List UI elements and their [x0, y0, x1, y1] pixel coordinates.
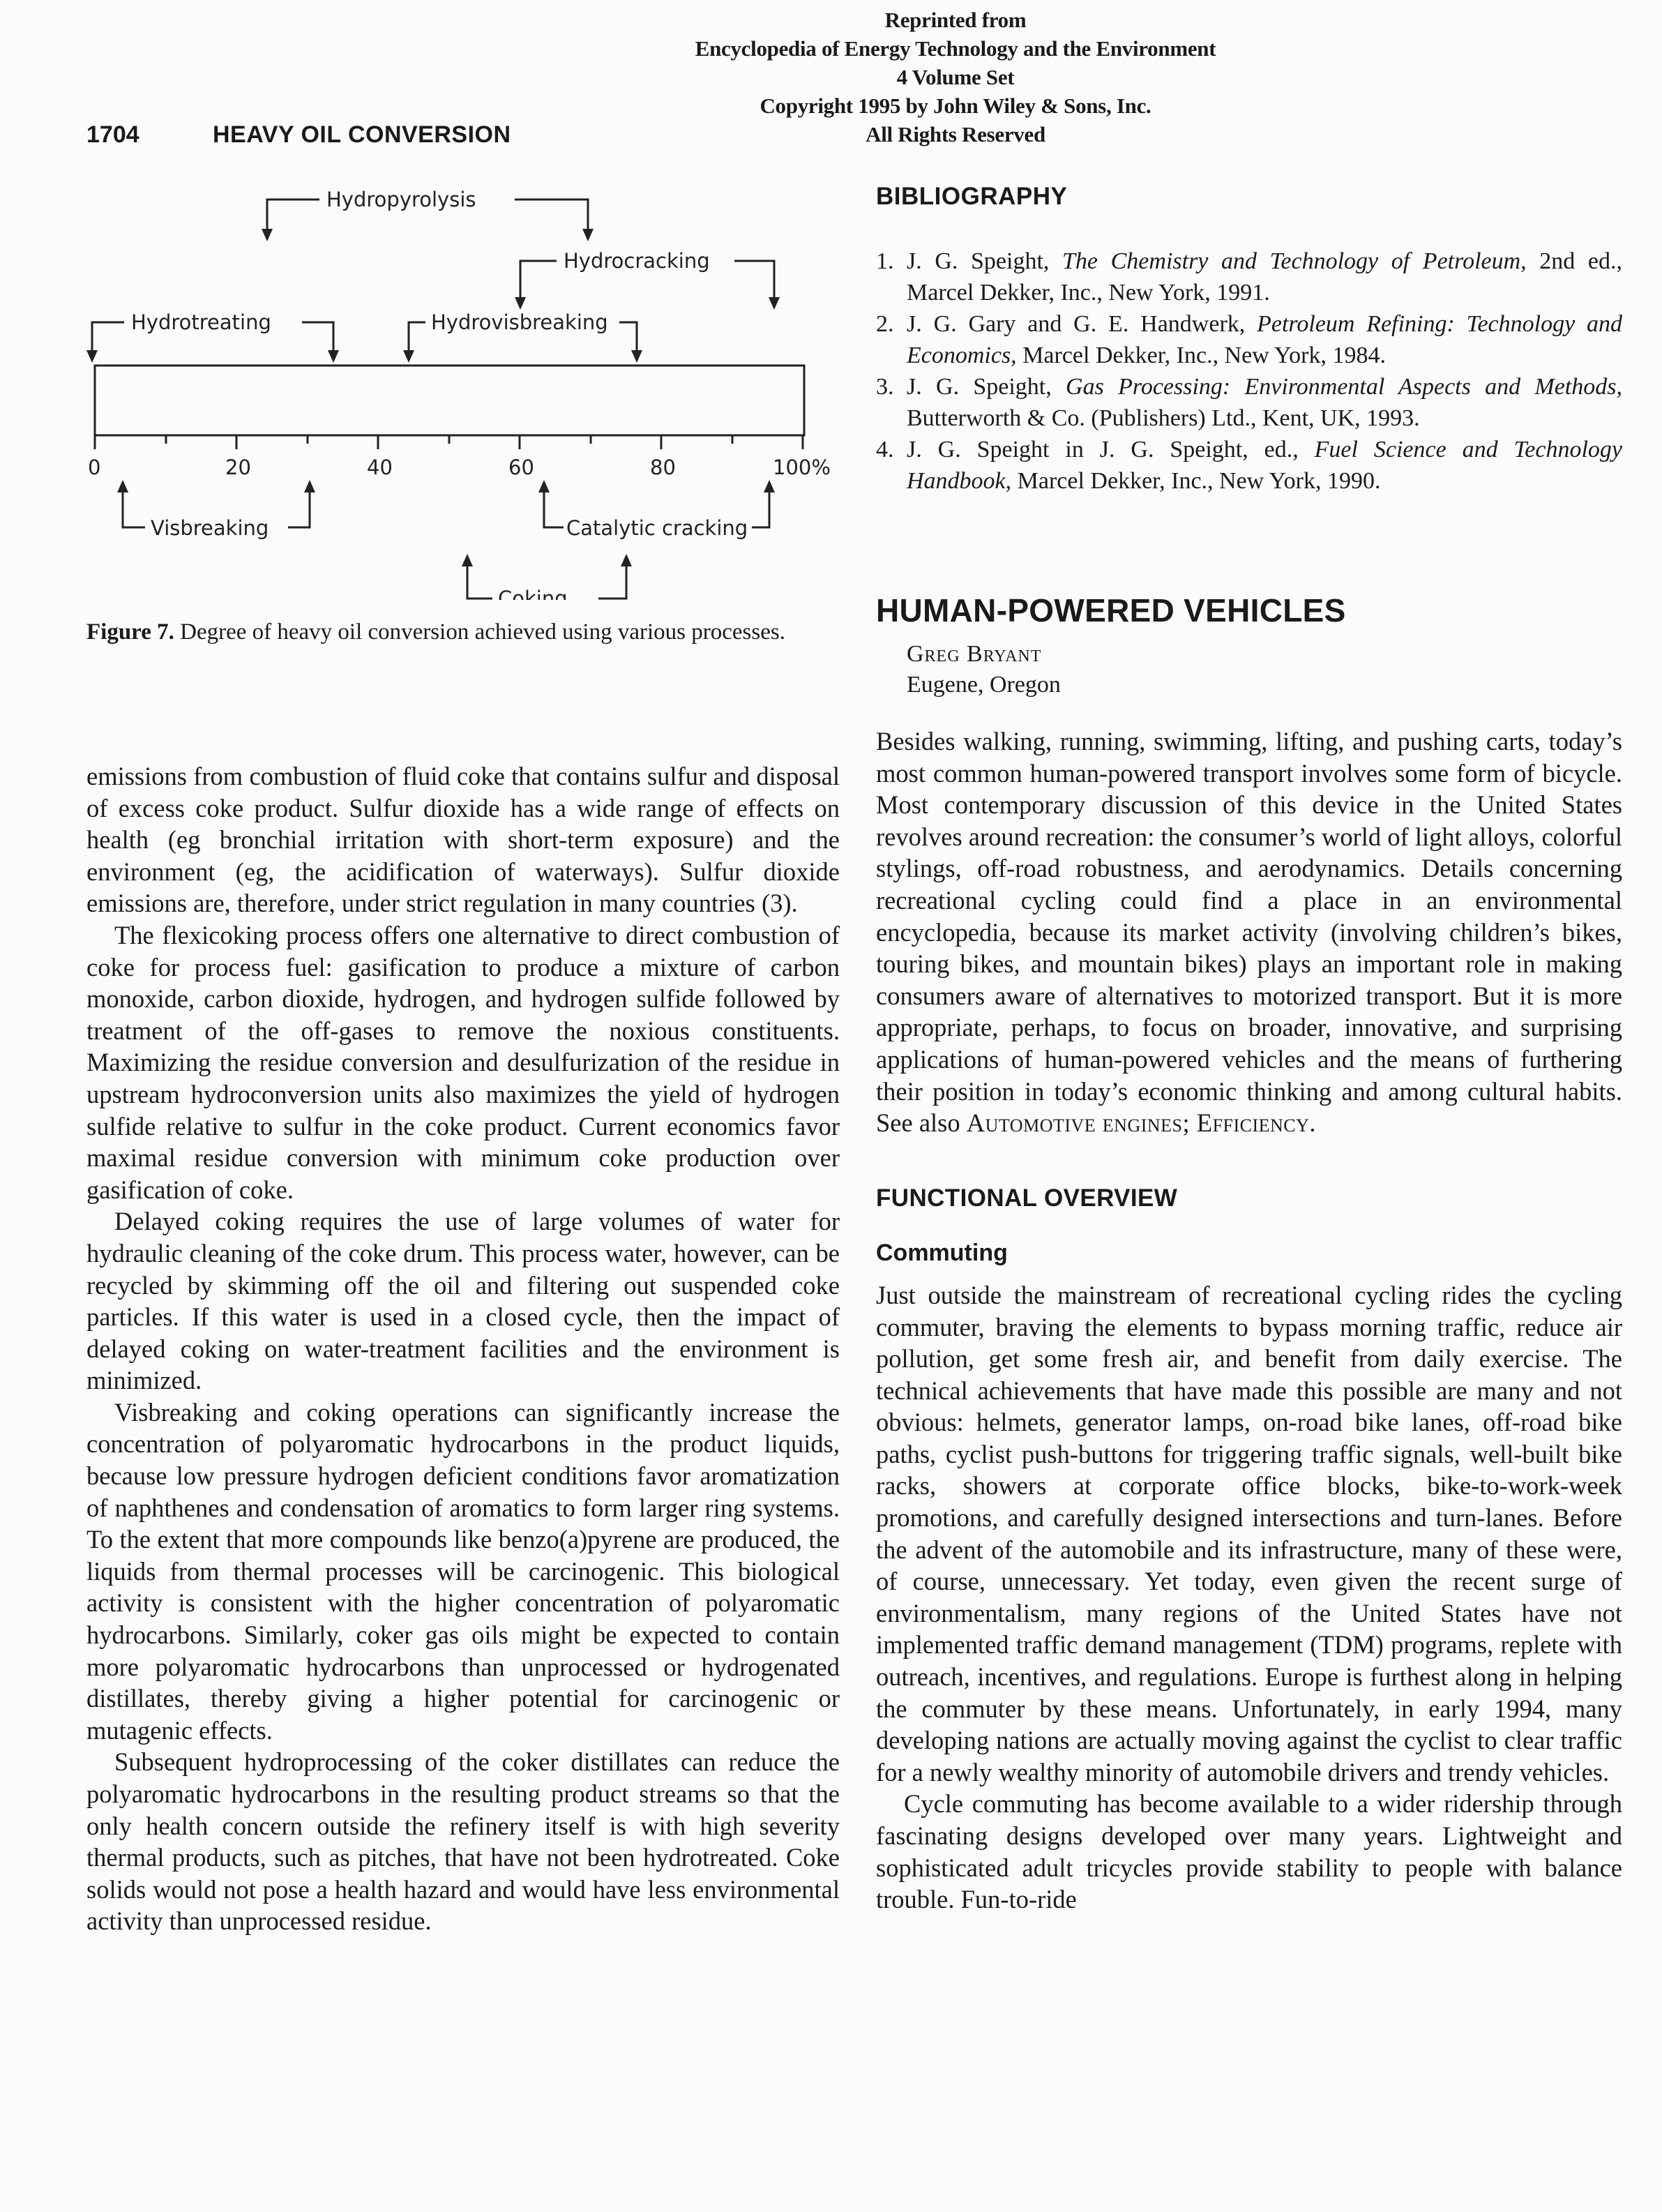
conversion-diagram-svg: [82, 181, 856, 600]
left-column: [86, 760, 840, 1937]
bib-authors: J. G. Speight,: [907, 374, 1066, 400]
coking-label: Coking: [498, 587, 568, 600]
bib-title: Gas Processing: Environmental Aspects and Methods,: [1066, 374, 1622, 400]
bibliography-item: [876, 434, 1622, 497]
bibliography-item: [876, 246, 1622, 308]
body-paragraph: The flexicoking process offers one alternative to direct combustion of coke for process fuel: gasification to produce a mixture of carbon monoxide, carbon dioxide, hydrogen, and hydrogen sulfide followed by treatment of the off-gases to remove the noxious constituents. Maximizing the residue conversion and desulfurization of the residue in upstream hydroconversion units also maximizes the yield of hydrogen sulfide relative to sulfur in the coke product. Current economics favor maximal residue conversion with minimum coke production over gasification of coke.: [86, 920, 840, 1204]
bib-number: 1.: [876, 248, 894, 274]
reprint-line: Encyclopedia of Energy Technology and the Environment: [695, 36, 1216, 61]
hydrotreating-label: Hydrotreating: [131, 310, 271, 334]
figure-caption-label: Figure 7.: [86, 619, 174, 645]
coking-bracket-left: [467, 564, 492, 599]
visbreaking-bracket-right: [288, 490, 310, 527]
catalytic-cracking-bracket-left: [544, 490, 564, 527]
right-column: [876, 725, 1622, 1916]
page-number: 1704: [86, 121, 139, 148]
bib-title: Petroleum Refining: Technology and Economics,: [907, 311, 1622, 368]
body-paragraph: emissions from combustion of fluid coke that contains sulfur and disposal of excess coke product. Sulfur dioxide has a wide range of effects on health (eg bronchial irritation with short-term exposure) and the environment (eg, the acidification of waterways). Sulfur dioxide emissions are, therefore, under strict regulation in many countries (3).: [86, 762, 840, 918]
conversion-scale-bar: [95, 366, 804, 435]
author-name: Greg Bryant: [907, 641, 1042, 667]
body-paragraph: Subsequent hydroprocessing of the coker distillates can reduce the polyaromatic hydrocarbons in the resulting product streams so that the only health concern outside the refinery itself is with high severity thermal products, such as pitches, that have not been hydrotreated. Coke solids would not pose a health hazard and would have less environmental activity than unprocessed residue.: [86, 1747, 840, 1936]
hydrocracking-label: Hydrocracking: [564, 249, 710, 273]
see-also-links: Automotive engines; Efficiency.: [966, 1108, 1317, 1138]
hydrotreating-bracket-left: [92, 322, 124, 353]
figure-conversion-diagram: [82, 181, 856, 600]
hydrocracking-bracket-right: [734, 261, 774, 300]
hydrocracking-bracket-left: [520, 261, 557, 300]
hydropyrolysis-bracket-left: [267, 200, 319, 232]
hydrovisbreaking-bracket-right: [619, 322, 637, 353]
bib-number: 4.: [876, 437, 894, 462]
catalytic-cracking-label: Catalytic cracking: [566, 516, 748, 540]
reprint-line: Copyright 1995 by John Wiley & Sons, Inc.: [760, 93, 1151, 118]
hydropyrolysis-label: Hydropyrolysis: [326, 188, 476, 211]
visbreaking-label: Visbreaking: [151, 516, 269, 540]
reprint-line: Reprinted from: [884, 8, 1027, 32]
hydropyrolysis-bracket-right: [515, 200, 588, 232]
tick-label-100: 100%: [773, 456, 831, 479]
tick-label-0: 0: [88, 456, 101, 479]
author-block: [907, 639, 1061, 700]
bib-publisher: Butterworth & Co. (Publishers) Ltd., Kent, UK, 1993.: [907, 405, 1420, 431]
bib-number: 3.: [876, 374, 894, 400]
hydrotreating-bracket-right: [302, 322, 333, 353]
figure-caption: [86, 618, 840, 647]
body-paragraph: Just outside the mainstream of recreational cycling rides the cycling commuter, braving the elements to bypass morning traffic, reduce air pollution, get some fresh air, and benefit from daily exercise. The technical achievements that have made this possible are many and not obvious: helmets, generator lamps, on-road bike lanes, off-road bike paths, cyclist push-buttons for triggering traffic signals, well-built bike racks, showers at corporate office blocks, bike-to-work-week promotions, and carefully designed intersections and turn-lanes. Before the advent of the automobile and its infrastructure, many of these were, of course, unnecessary. Yet today, even given the recent surge of environmentalism, many regions of the United States have not implemented traffic demand management (TDM) programs, replete with outreach, incentives, and regulations. Europe is furthest along in helping the commuter by these means. Unfortunately, in early 1994, many developing nations are actually moving against the cyclist to clear traffic for a newly wealthy minority of automobile drivers and trendy vehicles.: [876, 1280, 1622, 1786]
running-head: HEAVY OIL CONVERSION: [213, 121, 511, 148]
subsection-heading: Commuting: [876, 1240, 1008, 1267]
hydrovisbreaking-bracket-left: [409, 322, 425, 353]
bib-publisher: 2nd ed., Marcel Dekker, Inc., New York, 1991.: [907, 248, 1622, 306]
intro-paragraph: [876, 725, 1622, 1139]
catalytic-cracking-bracket-right: [752, 490, 769, 527]
bib-authors: J. G. Speight in J. G. Speight, ed.,: [907, 437, 1315, 462]
intro-text: Besides walking, running, swimming, lifting, and pushing carts, today’s most common human-powered transport involves some form of bicycle. Most contemporary discussion of this device in the United States revolves around recreation: the consumer’s world of light alloys, colorful stylings, off-road robustness, and aerodynamics. Details concerning recreational cycling could find a place in an environmental encyclopedia, because its market activity (involving children’s bikes, touring bikes, and mountain bikes) plays an important role in making consumers aware of alternatives to motorized transport. But it is more appropriate, perhaps, to focus on broader, innovative, and surprising applications of human-powered vehicles and the means of furthering their position in today’s economic thinking and among cultural habits. See also: [876, 727, 1622, 1138]
bibliography-heading: BIBLIOGRAPHY: [876, 183, 1068, 210]
bib-publisher: Marcel Dekker, Inc., New York, 1990.: [1011, 468, 1381, 494]
bib-number: 2.: [876, 311, 894, 337]
tick-label-80: 80: [650, 456, 676, 479]
bib-title: Fuel Science and Technology Handbook,: [907, 437, 1622, 494]
bib-authors: J. G. Speight,: [907, 248, 1063, 274]
tick-label-20: 20: [225, 456, 251, 479]
article-title: HUMAN-POWERED VEHICLES: [876, 592, 1346, 629]
bibliography-list: [876, 246, 1622, 497]
tick-label-60: 60: [508, 456, 534, 479]
body-paragraph: Visbreaking and coking operations can significantly increase the concentration of polyaromatic hydrocarbons in the product liquids, because low pressure hydrogen deficient conditions favor aromatization of naphthenes and condensation of aromatics to form larger ring systems. To the extent that more compounds like benzo(a)pyrene are produced, the liquids from thermal processes will be carcinogenic. This biological activity is consistent with the higher concentration of polyaromatic hydrocarbons. Similarly, coker gas oils might be expected to contain more polyaromatic hydrocarbons than unprocessed or hydrogenated distillates, thereby giving a higher potential for carcinogenic or mutagenic effects.: [86, 1397, 840, 1745]
section-heading: FUNCTIONAL OVERVIEW: [876, 1184, 1178, 1212]
reprint-line: All Rights Reserved: [866, 122, 1045, 146]
bib-publisher: Marcel Dekker, Inc., New York, 1984.: [1016, 343, 1386, 368]
body-paragraph: Cycle commuting has become available to a wider ridership through fascinating designs developed over many years. Lightweight and sophisticated adult tricycles provide stability to people with balance trouble. Fun-to-ride: [876, 1789, 1622, 1914]
author-location: Eugene, Oregon: [907, 672, 1061, 698]
body-paragraph: Delayed coking requires the use of large volumes of water for hydraulic cleaning of the coke drum. This process water, however, can be recycled by skimming off the oil and filtering out suspended coke particles. If this water is used in a closed cycle, then the impact of delayed coking on water-treatment facilities and the environment is minimized.: [86, 1207, 840, 1395]
reprint-line: 4 Volume Set: [896, 65, 1015, 89]
bib-title: The Chemistry and Technology of Petroleum,: [1062, 248, 1527, 274]
coking-bracket-right: [598, 564, 626, 599]
bib-authors: J. G. Gary and G. E. Handwerk,: [907, 311, 1257, 337]
hydrovisbreaking-label: Hydrovisbreaking: [431, 310, 608, 334]
reprint-notice: [488, 6, 1423, 149]
bibliography-item: [876, 308, 1622, 371]
tick-label-40: 40: [367, 456, 393, 479]
visbreaking-bracket-left: [123, 490, 145, 527]
bibliography-item: [876, 371, 1622, 434]
figure-caption-text: Degree of heavy oil conversion achieved using various processes.: [174, 619, 785, 645]
